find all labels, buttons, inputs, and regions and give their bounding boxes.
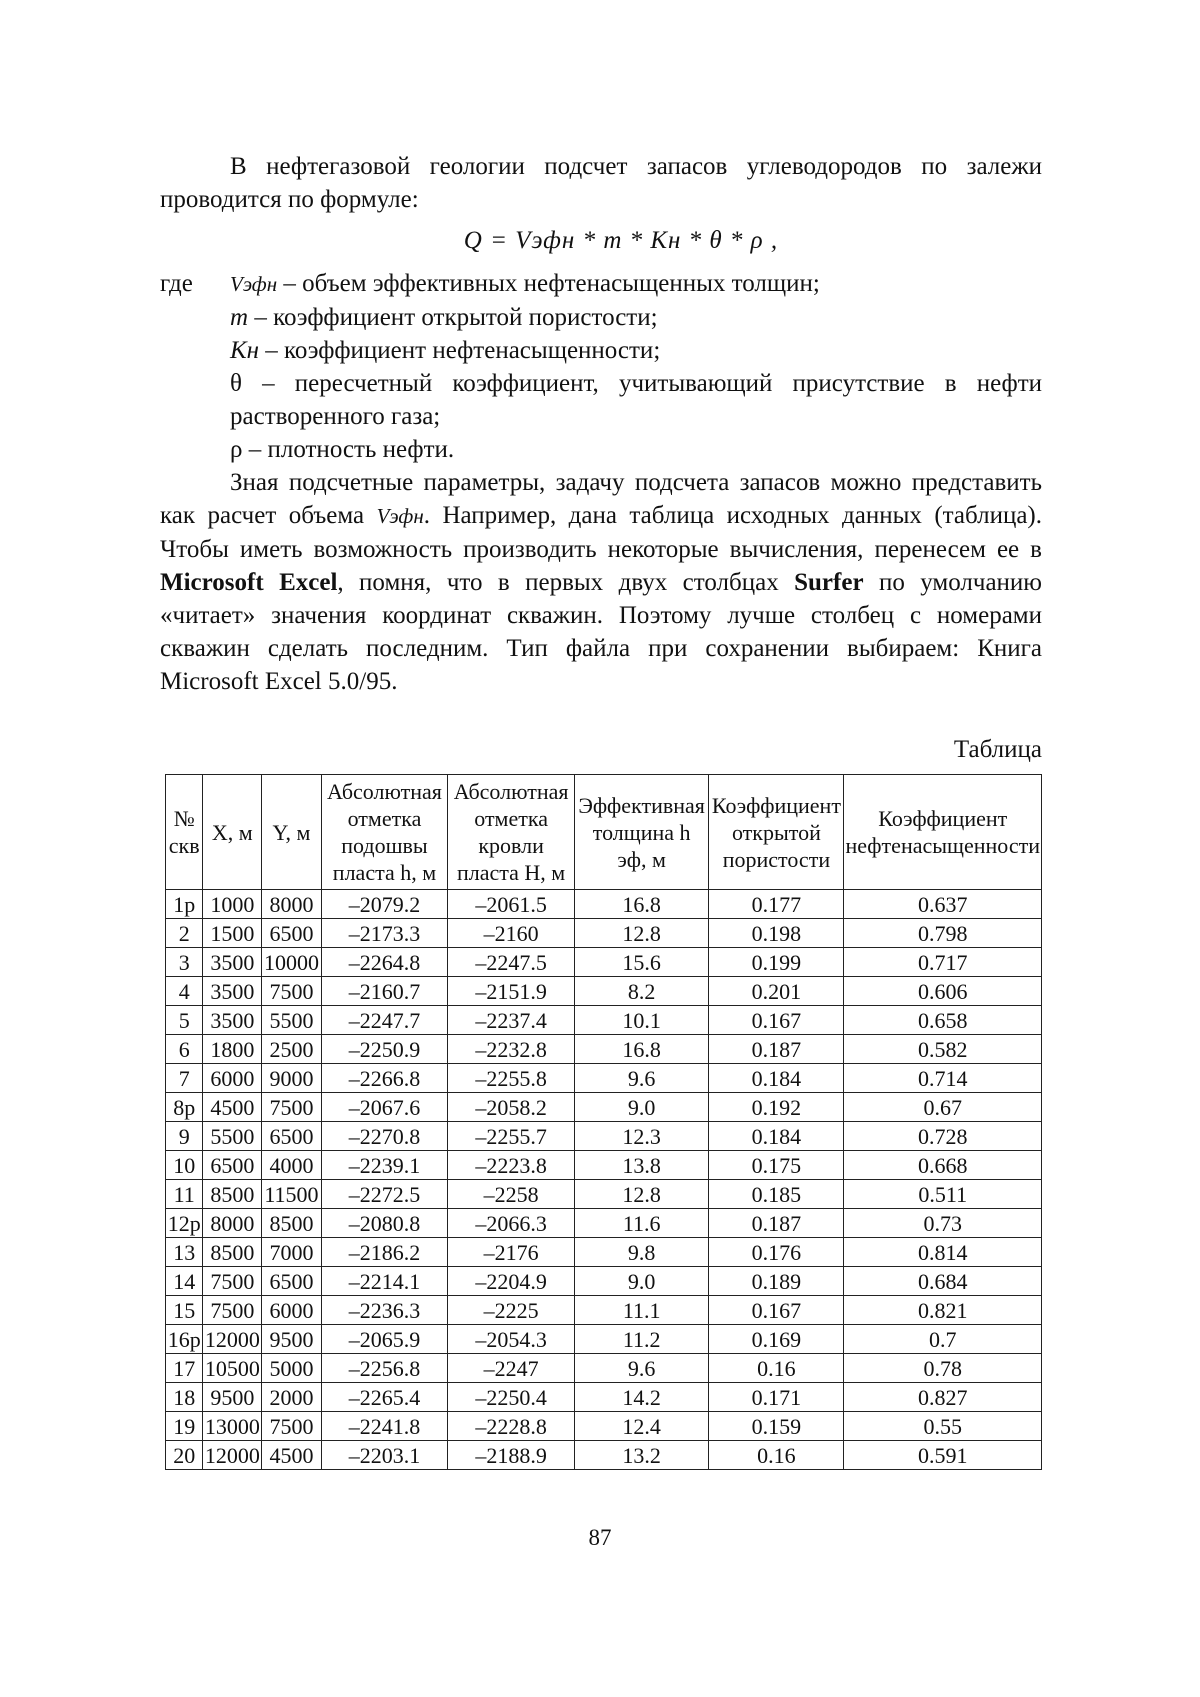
cell-bottom-elevation: –2239.1 (321, 1151, 448, 1180)
table-row (166, 1151, 1042, 1180)
definition-item (160, 367, 1042, 433)
table-row (166, 919, 1042, 948)
cell-well-no: 11 (166, 1180, 203, 1209)
cell-effective-thickness: 8.2 (574, 977, 708, 1006)
cell-top-elevation: –2258 (448, 1180, 575, 1209)
cell-porosity: 0.175 (709, 1151, 844, 1180)
cell-y: 7500 (262, 1093, 321, 1122)
cell-oil-saturation: 0.606 (844, 977, 1042, 1006)
definition-symbol: θ (230, 370, 242, 397)
cell-porosity: 0.171 (709, 1383, 844, 1412)
cell-x: 9500 (203, 1383, 262, 1412)
cell-oil-saturation: 0.714 (844, 1064, 1042, 1093)
cell-effective-thickness: 16.8 (574, 1035, 708, 1064)
cell-effective-thickness: 9.0 (574, 1093, 708, 1122)
cell-well-no: 12р (166, 1209, 203, 1238)
cell-bottom-elevation: –2160.7 (321, 977, 448, 1006)
table-row (166, 1064, 1042, 1093)
table-row (166, 1383, 1042, 1412)
cell-top-elevation: –2225 (448, 1296, 575, 1325)
definition-item (160, 267, 1042, 301)
cell-top-elevation: –2058.2 (448, 1093, 575, 1122)
cell-top-elevation: –2061.5 (448, 890, 575, 919)
cell-top-elevation: –2250.4 (448, 1383, 575, 1412)
cell-x: 3500 (203, 948, 262, 977)
cell-y: 5000 (262, 1354, 321, 1383)
cell-oil-saturation: 0.668 (844, 1151, 1042, 1180)
cell-effective-thickness: 16.8 (574, 890, 708, 919)
table-row (166, 1267, 1042, 1296)
cell-oil-saturation: 0.73 (844, 1209, 1042, 1238)
definition-text: – плотность нефти. (242, 436, 455, 463)
definitions-list (160, 267, 1042, 466)
cell-y: 10000 (262, 948, 321, 977)
cell-porosity: 0.176 (709, 1238, 844, 1267)
cell-top-elevation: –2176 (448, 1238, 575, 1267)
cell-porosity: 0.184 (709, 1122, 844, 1151)
cell-well-no: 14 (166, 1267, 203, 1296)
cell-bottom-elevation: –2264.8 (321, 948, 448, 977)
definition-symbol: Кн (230, 337, 260, 364)
cell-bottom-elevation: –2270.8 (321, 1122, 448, 1151)
cell-effective-thickness: 12.8 (574, 919, 708, 948)
table-row (166, 1093, 1042, 1122)
table-row (166, 1035, 1042, 1064)
cell-y: 6500 (262, 1122, 321, 1151)
cell-effective-thickness: 12.3 (574, 1122, 708, 1151)
cell-porosity: 0.16 (709, 1441, 844, 1470)
cell-bottom-elevation: –2186.2 (321, 1238, 448, 1267)
cell-bottom-elevation: –2214.1 (321, 1267, 448, 1296)
cell-effective-thickness: 9.6 (574, 1354, 708, 1383)
cell-top-elevation: –2247.5 (448, 948, 575, 977)
cell-porosity: 0.201 (709, 977, 844, 1006)
cell-x: 5500 (203, 1122, 262, 1151)
cell-porosity: 0.185 (709, 1180, 844, 1209)
cell-effective-thickness: 14.2 (574, 1383, 708, 1412)
table-row (166, 1296, 1042, 1325)
cell-y: 4000 (262, 1151, 321, 1180)
cell-oil-saturation: 0.658 (844, 1006, 1042, 1035)
cell-oil-saturation: 0.78 (844, 1354, 1042, 1383)
surfer-bold: Surfer (794, 569, 864, 596)
cell-effective-thickness: 9.8 (574, 1238, 708, 1267)
cell-effective-thickness: 12.4 (574, 1412, 708, 1441)
cell-oil-saturation: 0.582 (844, 1035, 1042, 1064)
cell-bottom-elevation: –2247.7 (321, 1006, 448, 1035)
cell-well-no: 18 (166, 1383, 203, 1412)
cell-oil-saturation: 0.511 (844, 1180, 1042, 1209)
cell-well-no: 15 (166, 1296, 203, 1325)
cell-effective-thickness: 15.6 (574, 948, 708, 977)
cell-x: 6500 (203, 1151, 262, 1180)
cell-effective-thickness: 9.0 (574, 1267, 708, 1296)
inline-symbol: Vэфн (376, 504, 424, 528)
cell-effective-thickness: 11.1 (574, 1296, 708, 1325)
header-x: X, м (203, 775, 262, 890)
cell-bottom-elevation: –2236.3 (321, 1296, 448, 1325)
definition-text: – объем эффективных нефтенасыщенных толщин; (277, 270, 820, 297)
cell-top-elevation: –2232.8 (448, 1035, 575, 1064)
cell-well-no: 5 (166, 1006, 203, 1035)
cell-top-elevation: –2054.3 (448, 1325, 575, 1354)
cell-porosity: 0.187 (709, 1035, 844, 1064)
cell-porosity: 0.192 (709, 1093, 844, 1122)
cell-top-elevation: –2247 (448, 1354, 575, 1383)
cell-oil-saturation: 0.821 (844, 1296, 1042, 1325)
cell-y: 9500 (262, 1325, 321, 1354)
cell-y: 8000 (262, 890, 321, 919)
cell-top-elevation: –2160 (448, 919, 575, 948)
cell-well-no: 1р (166, 890, 203, 919)
cell-bottom-elevation: –2272.5 (321, 1180, 448, 1209)
cell-oil-saturation: 0.827 (844, 1383, 1042, 1412)
reserves-formula: Q = Vэфн * m * Кн * θ * ρ , (463, 227, 779, 254)
cell-top-elevation: –2223.8 (448, 1151, 575, 1180)
intro-paragraph: В нефтегазовой геологии подсчет запасов углеводородов по залежи проводится по формуле: (160, 153, 1042, 213)
cell-oil-saturation: 0.7 (844, 1325, 1042, 1354)
cell-well-no: 7 (166, 1064, 203, 1093)
cell-x: 7500 (203, 1267, 262, 1296)
cell-y: 6500 (262, 1267, 321, 1296)
cell-bottom-elevation: –2250.9 (321, 1035, 448, 1064)
cell-bottom-elevation: –2067.6 (321, 1093, 448, 1122)
cell-porosity: 0.16 (709, 1354, 844, 1383)
cell-x: 8500 (203, 1180, 262, 1209)
page-content (160, 150, 1042, 1470)
cell-effective-thickness: 12.8 (574, 1180, 708, 1209)
definition-item (160, 301, 1042, 334)
cell-x: 12000 (204, 1326, 260, 1352)
cell-x: 8000 (203, 1209, 262, 1238)
cell-bottom-elevation: –2080.8 (321, 1209, 448, 1238)
page-number: 87 (588, 1525, 612, 1550)
cell-porosity: 0.169 (709, 1325, 844, 1354)
cell-y: 2500 (262, 1035, 321, 1064)
excel-bold: Microsoft Excel (160, 569, 338, 596)
table-row (166, 1412, 1042, 1441)
cell-top-elevation: –2066.3 (448, 1209, 575, 1238)
cell-y: 8500 (262, 1209, 321, 1238)
header-bottom-elevation: Абсолютная отметка подошвы пласта h, м (321, 775, 448, 890)
cell-effective-thickness: 9.6 (574, 1064, 708, 1093)
cell-effective-thickness: 13.8 (574, 1151, 708, 1180)
cell-y: 9000 (262, 1064, 321, 1093)
table-row (166, 1325, 1042, 1354)
cell-x: 3500 (203, 977, 262, 1006)
header-effective-thickness: Эффективная толщина h эф, м (574, 775, 708, 890)
cell-well-no: 16р (166, 1325, 203, 1354)
cell-x: 12000 (204, 1442, 260, 1468)
cell-y: 5500 (262, 1006, 321, 1035)
table-row (166, 1180, 1042, 1209)
header-top-elevation: Абсолютная отметка кровли пласта H, м (448, 775, 575, 890)
cell-bottom-elevation: –2065.9 (321, 1325, 448, 1354)
cell-oil-saturation: 0.814 (844, 1238, 1042, 1267)
cell-porosity: 0.184 (709, 1064, 844, 1093)
cell-oil-saturation: 0.728 (844, 1122, 1042, 1151)
cell-porosity: 0.177 (709, 890, 844, 919)
cell-y: 6000 (262, 1296, 321, 1325)
table-row (166, 1209, 1042, 1238)
cell-top-elevation: –2255.8 (448, 1064, 575, 1093)
table-header-row (166, 775, 1042, 890)
cell-well-no: 13 (166, 1238, 203, 1267)
table-row (166, 948, 1042, 977)
well-data-table (165, 774, 1042, 1470)
table-row (166, 1122, 1042, 1151)
cell-porosity: 0.199 (709, 948, 844, 977)
cell-bottom-elevation: –2265.4 (321, 1383, 448, 1412)
cell-effective-thickness: 10.1 (574, 1006, 708, 1035)
cell-porosity: 0.189 (709, 1267, 844, 1296)
header-well-no: № скв (166, 775, 203, 890)
header-oil-saturation: Коэффициент нефтенасыщенности (844, 775, 1042, 890)
cell-x: 8500 (203, 1238, 262, 1267)
cell-x: 7500 (203, 1296, 262, 1325)
table-caption: Таблица (953, 736, 1042, 763)
cell-well-no: 6 (166, 1035, 203, 1064)
cell-effective-thickness: 13.2 (574, 1441, 708, 1470)
cell-top-elevation: –2188.9 (448, 1441, 575, 1470)
cell-top-elevation: –2151.9 (448, 977, 575, 1006)
cell-bottom-elevation: –2266.8 (321, 1064, 448, 1093)
cell-oil-saturation: 0.55 (844, 1412, 1042, 1441)
cell-well-no: 3 (166, 948, 203, 977)
cell-y: 7500 (262, 977, 321, 1006)
definition-symbol: ρ (230, 436, 243, 463)
definition-text: – пересчетный коэффициент, учитывающий присутствие в нефти растворенного газа; (230, 370, 1042, 430)
cell-well-no: 19 (166, 1412, 203, 1441)
cell-porosity: 0.167 (709, 1006, 844, 1035)
cell-x: 1500 (203, 919, 262, 948)
cell-porosity: 0.167 (709, 1296, 844, 1325)
cell-effective-thickness: 11.2 (574, 1325, 708, 1354)
table-row (166, 1006, 1042, 1035)
cell-well-no: 10 (166, 1151, 203, 1180)
cell-porosity: 0.187 (709, 1209, 844, 1238)
cell-porosity: 0.159 (709, 1412, 844, 1441)
cell-y: 11500 (262, 1180, 321, 1209)
cell-y: 6500 (262, 919, 321, 948)
header-y: Y, м (262, 775, 321, 890)
cell-y: 7500 (262, 1412, 321, 1441)
cell-x: 4500 (203, 1093, 262, 1122)
where-label: где (160, 270, 193, 297)
cell-oil-saturation: 0.684 (844, 1267, 1042, 1296)
cell-bottom-elevation: –2079.2 (321, 890, 448, 919)
table-body (166, 890, 1042, 1470)
table-row (166, 1354, 1042, 1383)
cell-x: 13000 (204, 1413, 260, 1439)
cell-x: 3500 (203, 1006, 262, 1035)
cell-porosity: 0.198 (709, 919, 844, 948)
cell-oil-saturation: 0.717 (844, 948, 1042, 977)
cell-well-no: 2 (166, 919, 203, 948)
definition-text: – коэффициент открытой пористости; (248, 304, 658, 331)
cell-bottom-elevation: –2203.1 (321, 1441, 448, 1470)
header-porosity: Коэффициент открытой пористости (709, 775, 844, 890)
cell-bottom-elevation: –2256.8 (321, 1354, 448, 1383)
cell-well-no: 17 (166, 1354, 203, 1383)
cell-well-no: 20 (166, 1441, 203, 1470)
table-row (166, 977, 1042, 1006)
cell-x: 6000 (203, 1064, 262, 1093)
definition-item (160, 433, 1042, 466)
cell-oil-saturation: 0.637 (844, 890, 1042, 919)
definition-text: – коэффициент нефтенасыщенности; (259, 337, 661, 364)
cell-y: 7000 (262, 1238, 321, 1267)
table-row (166, 1238, 1042, 1267)
cell-top-elevation: –2255.7 (448, 1122, 575, 1151)
body-paragraph: Зная подсчетные параметры, задачу подсчета запасов можно представить как расчет объема Vэфн. Например, дана таблица исходных данных (таблица). Чтобы иметь возможность производить некоторые вычисления, перенесем ее в Microsoft Excel, помня, что в первых двух столбцах Surfer по умолчанию «читает» значения координат скважин. Поэтому лучше столбец с номерами скважин сделать последним. Тип файла при сохранении выбираем: Книга Microsoft Excel 5.0/95. (160, 469, 1043, 695)
cell-bottom-elevation: –2173.3 (321, 919, 448, 948)
definition-symbol: Vэфн (230, 272, 278, 296)
cell-well-no: 4 (166, 977, 203, 1006)
cell-y: 4500 (262, 1441, 321, 1470)
cell-x: 1000 (203, 890, 262, 919)
table-row (166, 890, 1042, 919)
definition-item (160, 334, 1042, 367)
cell-top-elevation: –2204.9 (448, 1267, 575, 1296)
cell-x: 1800 (203, 1035, 262, 1064)
cell-oil-saturation: 0.798 (844, 919, 1042, 948)
cell-bottom-elevation: –2241.8 (321, 1412, 448, 1441)
cell-effective-thickness: 11.6 (574, 1209, 708, 1238)
cell-y: 2000 (262, 1383, 321, 1412)
cell-well-no: 8р (166, 1093, 203, 1122)
cell-well-no: 9 (166, 1122, 203, 1151)
cell-x: 10500 (204, 1355, 260, 1381)
cell-top-elevation: –2228.8 (448, 1412, 575, 1441)
cell-oil-saturation: 0.591 (844, 1441, 1042, 1470)
definition-symbol: m (230, 304, 249, 331)
cell-oil-saturation: 0.67 (844, 1093, 1042, 1122)
table-row (166, 1441, 1042, 1470)
cell-top-elevation: –2237.4 (448, 1006, 575, 1035)
